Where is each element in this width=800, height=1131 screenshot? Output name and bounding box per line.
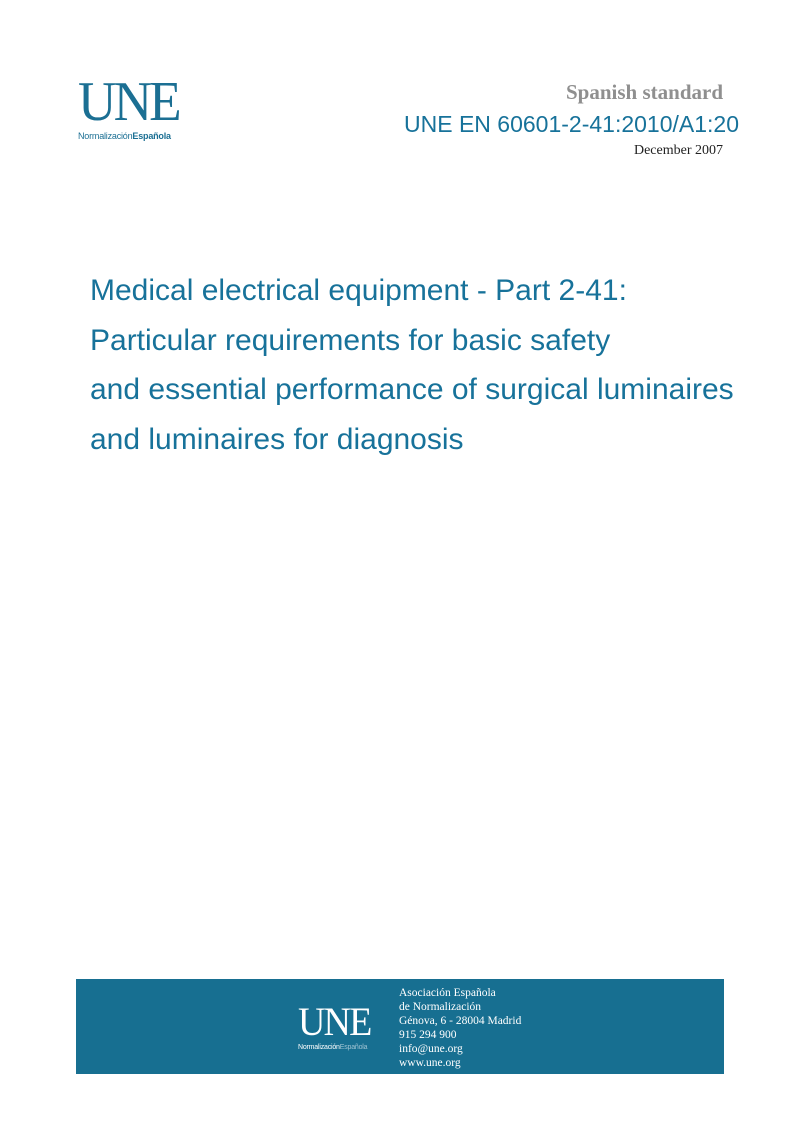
title-line: Particular requirements for basic safety xyxy=(90,323,611,357)
title-line: and essential performance of surgical luminaires xyxy=(90,373,734,406)
footer-logo-subtitle-part2: Española xyxy=(339,1044,368,1051)
title-line: and luminaires for diagnosis xyxy=(90,422,464,456)
footer-logo-mark: UNE xyxy=(298,999,371,1044)
footer-logo-subtitle-part1: Normalización xyxy=(298,1044,340,1051)
document-title xyxy=(90,266,790,464)
footer-une-logo xyxy=(298,999,374,1052)
une-logo-mark: UNE xyxy=(78,71,179,133)
standard-code: UNE EN 60601-2-41:2010/A1:20 xyxy=(404,111,739,137)
address-street: Génova, 6 - 28004 Madrid xyxy=(399,1015,522,1027)
standard-date: December 2007 xyxy=(633,143,723,158)
address-org-name-cont: de Normalización xyxy=(399,1001,482,1013)
footer-band xyxy=(76,979,724,1074)
une-logo-subtitle-part2: Española xyxy=(132,131,171,141)
une-logo-subtitle-part1: Normalización xyxy=(78,131,133,141)
address-org-name: Asociación Española xyxy=(399,987,496,999)
address-website: www.une.org xyxy=(399,1057,461,1069)
title-line: Medical electrical equipment - Part 2-41: xyxy=(90,274,627,307)
address-phone: 915 294 900 xyxy=(399,1029,457,1041)
footer-address xyxy=(399,986,521,1070)
une-logo xyxy=(78,71,198,142)
standard-type: Spanish standard xyxy=(566,80,723,104)
footer-logo-subtitle xyxy=(298,1043,374,1052)
address-email: info@une.org xyxy=(399,1043,463,1055)
